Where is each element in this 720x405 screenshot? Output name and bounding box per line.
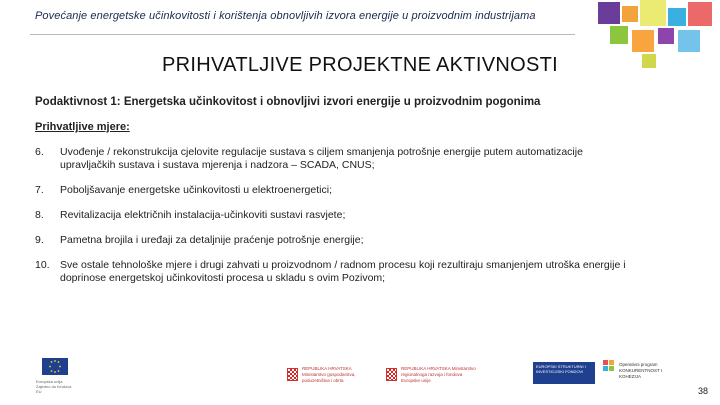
header-title: Povećanje energetske učinkovitosti i korištenja obnovljivih izvora energije u proizvodnim industrijama bbox=[35, 10, 536, 22]
list-item-number: 7. bbox=[35, 184, 44, 196]
list-item bbox=[35, 234, 635, 247]
list-item-number: 9. bbox=[35, 234, 44, 246]
list-item bbox=[35, 259, 635, 285]
eu-caption: Europska unija Zajedno do fondova EU bbox=[36, 379, 72, 394]
ministry-economy-text: REPUBLIKA HRVATSKA Ministarstvo gospodarstva, poduzetništva i obrta bbox=[302, 366, 356, 383]
list-item-number: 8. bbox=[35, 209, 44, 221]
operational-programme-icon bbox=[603, 360, 615, 372]
list-item-text: Poboljšavanje energetske učinkovitosti u elektroenergetici; bbox=[60, 184, 332, 196]
list-item bbox=[35, 209, 635, 222]
slide-subtitle: Podaktivnost 1: Energetska učinkovitost i obnovljivi izvori energije u proizvodnim pogonima bbox=[35, 96, 541, 108]
list-item-text: Sve ostale tehnološke mjere i drugi zahvati u proizvodnom / radnom procesu koji rezultiraju smanjenjem utroška energije i doprinose energetskoj učinkovitosti procesa u skladu s ovim Pozivom; bbox=[60, 259, 626, 284]
ministry-regional-text: REPUBLIKA HRVATSKA Ministarstvo regionalnoga razvoja i fondova Europske unije bbox=[401, 366, 476, 383]
list-item-number: 6. bbox=[35, 146, 44, 158]
operational-programme-text: Operativni program KONKURENTNOST I KOHEZIJA bbox=[619, 362, 663, 379]
measures-list bbox=[35, 146, 635, 285]
list-item bbox=[35, 184, 635, 197]
croatian-coat-of-arms-icon bbox=[287, 368, 298, 381]
list-item-text: Pametna brojila i uređaji za detaljnije praćenje potrošnje energije; bbox=[60, 234, 364, 246]
list-item-text: Revitalizacija električnih instalacija-učinkoviti sustavi rasvjete; bbox=[60, 209, 346, 221]
list-item bbox=[35, 146, 635, 172]
croatian-coat-of-arms-icon bbox=[386, 368, 397, 381]
slide-title: PRIHVATLJIVE PROJEKTNE AKTIVNOSTI bbox=[162, 54, 558, 76]
eu-structural-funds-badge: EUROPSKI STRUKTURNI I INVESTICIJSKI FONDOVI bbox=[533, 362, 595, 384]
footer-logos bbox=[0, 352, 720, 405]
page-number: 38 bbox=[697, 386, 708, 396]
measures-label: Prihvatljive mjere: bbox=[35, 121, 130, 133]
list-item-number: 10. bbox=[35, 259, 50, 271]
header-divider bbox=[30, 34, 575, 35]
list-item-text: Uvođenje / rekonstrukcija cjelovite regulacije sustava s ciljem smanjenja potrošnje energije putem automatizacije upravljačkih sustava i sustava mjerenja i nadzora – SCADA, CNUS; bbox=[60, 146, 583, 171]
eu-flag-icon bbox=[42, 358, 68, 375]
